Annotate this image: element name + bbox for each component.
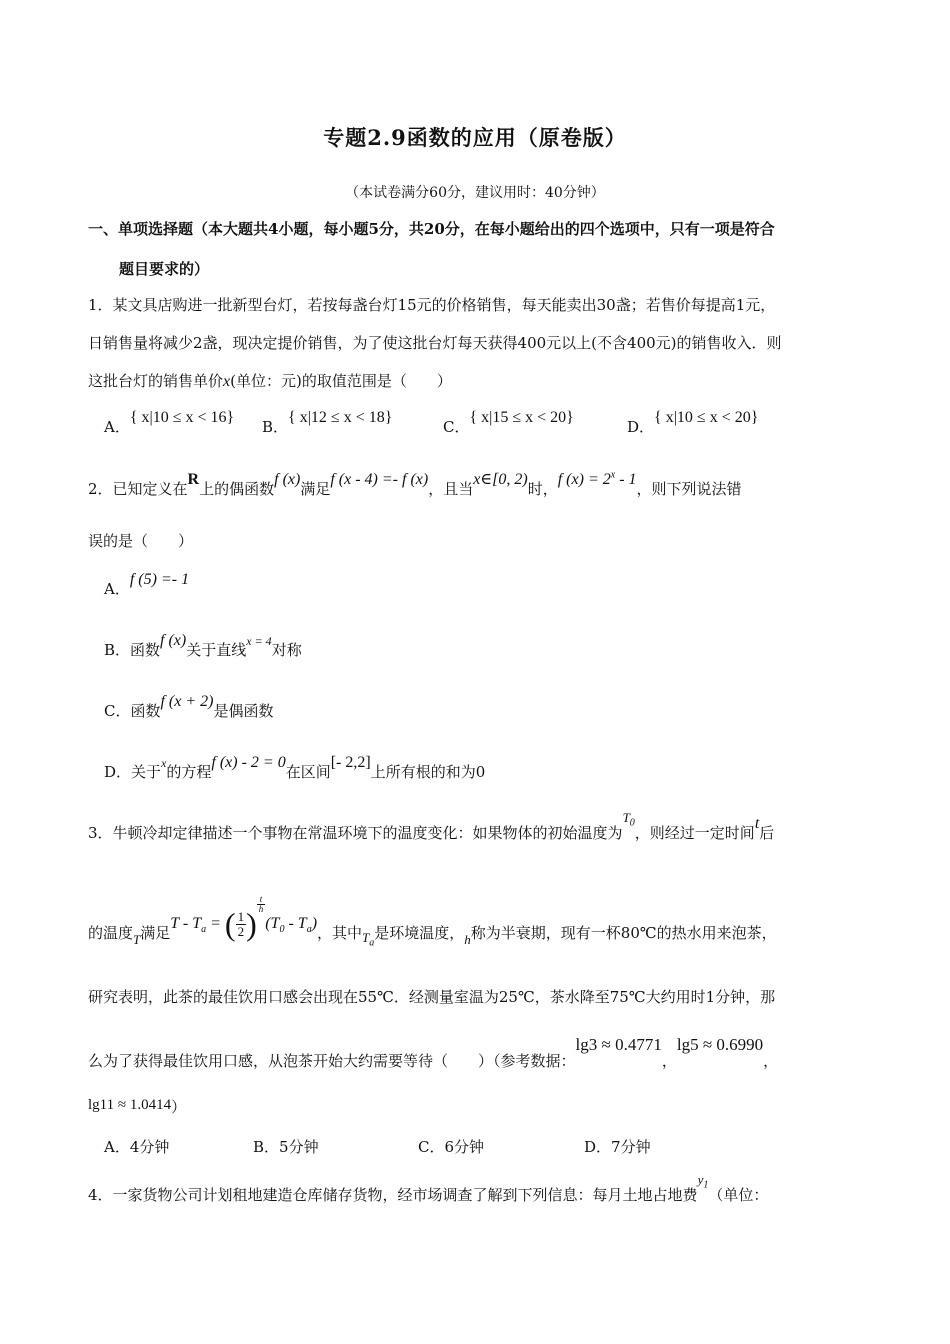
q2-option-b-label: B．函数: [104, 641, 161, 659]
q3-fraction: [236, 910, 247, 939]
q1-option-d-math: { x|10 ≤ x < 20}: [654, 409, 759, 426]
q2-text-4: ，且当: [428, 480, 474, 498]
q1-option-d-label: D．: [627, 418, 655, 436]
q3-line4: [88, 1035, 779, 1071]
q2-line1: [88, 469, 742, 499]
q2-text-5: 时，: [527, 480, 558, 498]
q1-line1: 1．某文具店购进一批新型台灯，若按每盏台灯15元的价格销售，每天能卖出30盏；若售价每提高1元，: [88, 296, 776, 314]
q3-formula-left: T - T: [170, 915, 202, 933]
q2-option-c-tail: 是偶函数: [213, 702, 274, 720]
q3-ref-lg5: lg5 ≈ 0.6990: [676, 1035, 764, 1054]
q3-text-2: ，则经过一定时间: [634, 824, 755, 842]
q1-option-a: [104, 409, 235, 437]
q2-def-right: - 1: [615, 471, 637, 488]
q3-option-a: A．4分钟: [104, 1138, 170, 1156]
q1-option-b: [262, 409, 393, 437]
q2-def-left: f (x) = 2: [557, 471, 611, 488]
q3-t: t: [754, 815, 760, 832]
q2-option-c: [104, 693, 274, 721]
q2-fx: f (x): [274, 471, 301, 488]
q2-option-b-math2: x = 4: [246, 634, 272, 648]
q3-paren-close: ): [246, 906, 257, 942]
q3-formula-right-end: ): [311, 915, 318, 933]
q4-y1-symbol: y: [697, 1172, 704, 1187]
q2-option-d-text2: 在区间: [285, 763, 331, 781]
q2-text-3: 满足: [300, 480, 331, 498]
q2-option-d: [104, 754, 486, 782]
q3-t0-symbol: T: [622, 810, 630, 825]
q2-text-1: 2．已知定义在: [88, 480, 188, 498]
q2-option-d-interval: [- 2,2]: [330, 754, 371, 771]
q3-comma-1: ，: [661, 1052, 677, 1070]
q3-option-c: C．6分钟: [418, 1138, 485, 1156]
q3-text-3: 后: [759, 824, 775, 842]
q1-line2: 日销售量将减少2盏，现决定提价销售，为了使这批台灯每天获得400元以上(不含400元)的销售收入．则: [88, 334, 782, 352]
q2-option-d-text1: 的方程: [166, 763, 212, 781]
q1-line3-tail: (单位：元)的取值范围是（ ）: [230, 372, 452, 390]
q3-line2: [88, 894, 777, 953]
q3-text-5: 满足: [140, 924, 171, 943]
q3-text-7: 是环境温度，: [374, 924, 465, 943]
q4-text-1: 4．一家货物公司计划租地建造仓库储存货物，经市场调查了解到下列信息：每月土地占地费: [88, 1186, 698, 1204]
q3-line3: 研究表明，此茶的最佳饮用口感会出现在55℃．经测量室温为25℃，茶水降至75℃大约用时1分钟，那: [88, 988, 776, 1006]
section-heading: 一、单项选择题（本大题共4小题，每小题5分，共20分，在每小题给出的四个选项中，只有一项是符合: [88, 220, 775, 238]
q3-text-6: ，其中: [317, 924, 363, 943]
q3-formula-right-suba: a: [306, 924, 312, 936]
q1-option-b-math: { x|12 ≤ x < 18}: [288, 409, 393, 426]
q1-var-x: x: [223, 373, 231, 390]
q1-option-c: [443, 409, 574, 437]
section-heading-cont: 题目要求的）: [119, 260, 210, 278]
q3-comma-2: ，: [763, 1052, 779, 1070]
q2-definition: [558, 471, 637, 488]
q2-option-d-math: f (x) - 2 = 0: [211, 754, 286, 771]
q2-option-d-label: D．关于: [104, 763, 162, 781]
q3-ta-sub: a: [369, 937, 375, 949]
q2-option-a-math: f (5) =- 1: [129, 571, 190, 588]
q3-line1: [88, 810, 775, 845]
q2-option-d-var: x: [161, 756, 167, 770]
q3-line5: [88, 1096, 186, 1117]
q3-text-9: 么为了获得最佳饮用口感，从泡茶开始大约需要等待（ ）（参考数据：: [88, 1052, 576, 1070]
q3-formula-right: (T: [265, 915, 280, 933]
q2-option-a-label: A．: [104, 580, 130, 598]
q1-option-a-label: A．: [104, 418, 130, 436]
page-subtitle: （本试卷满分60分，建议用时：40分钟）: [345, 185, 605, 201]
q3-formula-sub-a: a: [201, 924, 207, 936]
q3-text-8: 称为半衰期，现有一杯80℃的热水用来泡茶，: [470, 924, 777, 943]
q2-option-b: [104, 632, 302, 660]
q2-text-6: ，则下列说法错: [636, 480, 742, 498]
q4-text-2: （单位：: [708, 1186, 769, 1204]
q2-option-b-math1: f (x): [160, 632, 187, 649]
q1-option-c-math: { x|15 ≤ x < 20}: [469, 409, 574, 426]
q4-y1-sub: 1: [703, 1179, 709, 1191]
q3-text-4: 的温度: [88, 924, 134, 943]
q3-close-paren: ）: [171, 1098, 187, 1116]
q3-formula-eq: =: [206, 915, 225, 933]
q2-equation: f (x - 4) =- f (x): [330, 471, 429, 488]
q4-line1: [88, 1172, 769, 1207]
q3-frac-num: 1: [237, 909, 245, 924]
q3-t0: [622, 810, 635, 829]
q2-condition: x∈[0, 2): [473, 471, 528, 488]
q1-option-c-label: C．: [443, 418, 470, 436]
q3-T: T: [133, 932, 141, 948]
q3-formula-right-mid: - T: [284, 915, 307, 933]
q1-line3: [88, 370, 452, 391]
q3-formula-right-sub0: 0: [279, 924, 285, 936]
q2-def-exp: x: [610, 469, 616, 481]
q3-formula: [170, 894, 318, 942]
q3-h: h: [464, 932, 471, 948]
q2-set-r: R: [187, 471, 200, 488]
q3-exp-num: t: [257, 895, 266, 905]
q3-t0-sub: 0: [629, 817, 635, 829]
q3-option-d: D．7分钟: [584, 1138, 651, 1156]
q2-option-a: [104, 571, 190, 599]
q2-line2: 误的是（ ）: [88, 532, 194, 550]
q3-exponent: [257, 895, 266, 914]
q3-option-b: B．5分钟: [253, 1138, 319, 1156]
q1-option-d: [627, 409, 759, 437]
q1-option-b-label: B．: [262, 418, 289, 436]
page-title: 专题2.9函数的应用（原卷版）: [323, 125, 627, 150]
q2-option-c-label: C．函数: [104, 702, 161, 720]
q3-ref-lg11: lg11 ≈ 1.0414: [88, 1097, 172, 1113]
q3-frac-den: 2: [237, 924, 245, 939]
q3-ta-symbol: T: [362, 930, 370, 946]
q3-ref-lg3: lg3 ≈ 0.4771: [575, 1035, 662, 1054]
q3-exp-den: h: [258, 904, 264, 914]
q1-option-a-math: { x|10 ≤ x < 16}: [129, 409, 235, 426]
q2-option-b-tail: 对称: [271, 641, 302, 659]
q1-line3-text: 这批台灯的销售单价: [88, 372, 224, 390]
q2-option-b-text: 关于直线: [186, 641, 247, 659]
q4-y1: [697, 1172, 709, 1191]
q2-text-2: 上的偶函数: [199, 480, 275, 498]
q3-paren-open: (: [224, 906, 236, 942]
q2-option-d-text3: 上所有根的和为0: [370, 763, 486, 781]
q3-text-1: 3．牛顿冷却定律描述一个事物在常温环境下的温度变化：如果物体的初始温度为: [88, 824, 623, 842]
q2-option-c-math: f (x + 2): [160, 693, 214, 710]
q3-ta: [362, 930, 375, 949]
